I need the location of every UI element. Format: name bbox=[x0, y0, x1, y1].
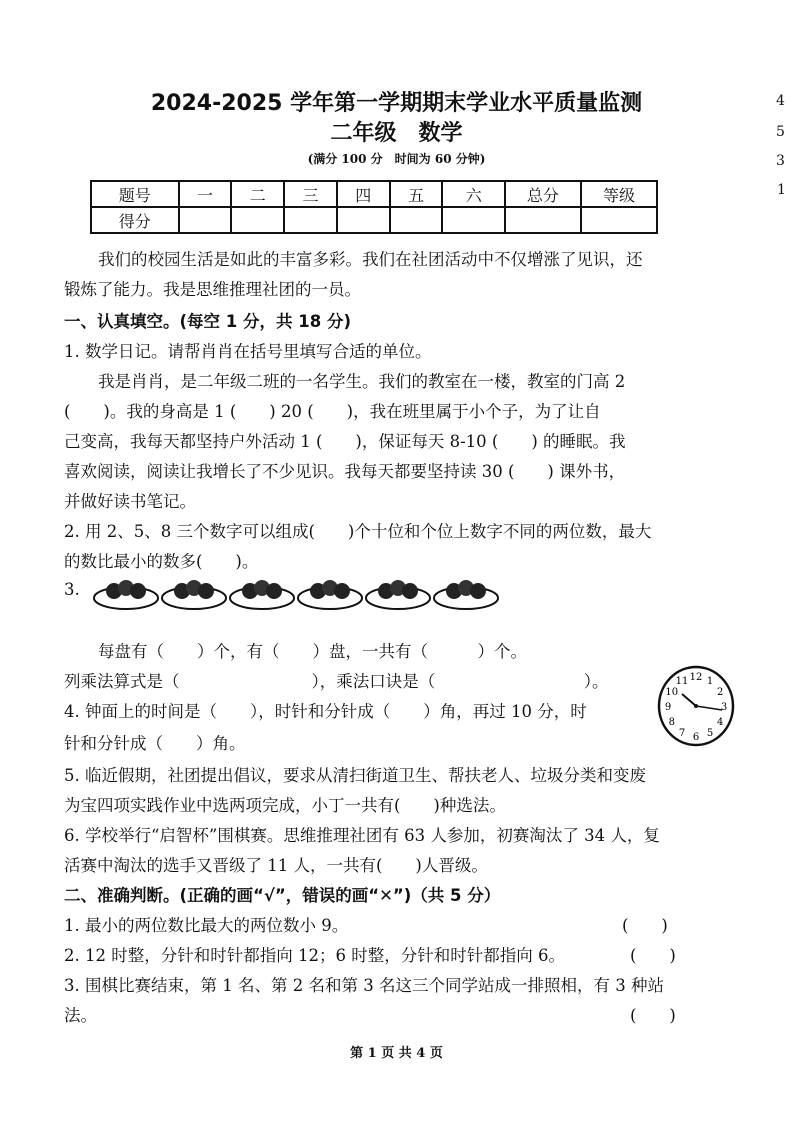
question-line: 6. 学校举行“启智杯”围棋赛。思维推理社团有 63 人参加，初赛淘汰了 34 人，复 bbox=[64, 826, 660, 845]
section-heading: 一、认真填空。(每空 1 分，共 18 分) bbox=[64, 312, 352, 331]
score-cell[interactable] bbox=[179, 207, 232, 233]
answer-blank[interactable]: ( ) bbox=[630, 1006, 676, 1025]
clock-number: 6 bbox=[692, 732, 700, 743]
grade-subject: 二年级 数学 bbox=[330, 121, 463, 146]
table-cell: 三 bbox=[284, 181, 337, 207]
score-table-header-row bbox=[91, 181, 657, 207]
judge-item: 1. 最小的两位数比最大的两位数小 9。 bbox=[64, 916, 349, 935]
score-cell[interactable] bbox=[337, 207, 390, 233]
judge-item: 3. 围棋比赛结束，第 1 名、第 2 名和第 3 名这三个同学站成一排照相，有 3 种站 bbox=[64, 976, 664, 995]
question-line: 我是肖肖，是二年级二班的一名学生。我们的教室在一楼，教室的门高 2 bbox=[98, 372, 626, 391]
question-line: ( )。我的身高是 1 ( ) 20 ( )，我在班里属于小个子，为了让自 bbox=[64, 402, 601, 421]
clock-number: 9 bbox=[664, 702, 672, 713]
score-cell[interactable] bbox=[284, 207, 337, 233]
question-line: 为宝四项实践作业中选两项完成，小丁一共有( )种选法。 bbox=[64, 796, 506, 815]
intro-line: 我们的校园生活是如此的丰富多彩。我们在社团活动中不仅增涨了见识，还 bbox=[98, 250, 643, 269]
fruit-plate-icon bbox=[366, 580, 430, 609]
clock-number: 1 bbox=[706, 676, 714, 687]
question-line: 4. 钟面上的时间是（ ），时针和分针成（ ）角，再过 10 分，时 bbox=[64, 702, 587, 721]
table-cell: 一 bbox=[179, 181, 232, 207]
judge-item: 法。 bbox=[64, 1006, 97, 1025]
clock-number: 12 bbox=[689, 672, 703, 683]
table-cell: 题号 bbox=[91, 181, 179, 207]
question-line: 活赛中淘汰的选手又晋级了 11 人，一共有( )人晋级。 bbox=[64, 856, 488, 875]
fruit-plate-icon bbox=[230, 580, 294, 609]
score-cell[interactable] bbox=[442, 207, 504, 233]
intro-line: 锻炼了能力。我是思维推理社团的一员。 bbox=[64, 280, 361, 299]
clock-number: 8 bbox=[668, 717, 675, 728]
score-cell[interactable] bbox=[505, 207, 581, 233]
table-cell: 得分 bbox=[91, 207, 179, 233]
clock-number: 7 bbox=[678, 728, 686, 739]
question-line: 己变高，我每天都坚持户外活动 1 ( )，保证每天 8-10 ( ) 的睡眠。我 bbox=[64, 432, 626, 451]
question-line: 并做好读书笔记。 bbox=[64, 492, 196, 511]
exam-title: 2024-2025 学年第一学期期末学业水平质量监测 bbox=[150, 91, 643, 116]
question-number: 3. bbox=[64, 580, 80, 599]
question-line: 列乘法算式是（ ），乘法口诀是（ ）。 bbox=[64, 672, 609, 691]
clock-number: 11 bbox=[675, 676, 689, 687]
fruit-plate-icon bbox=[434, 580, 498, 609]
question-line: 每盘有（ ）个，有（ ）盘，一共有（ ）个。 bbox=[98, 642, 527, 661]
page-footer: 第 1 页 共 4 页 bbox=[350, 1046, 443, 1061]
margin-char: 3 bbox=[776, 153, 785, 169]
table-cell: 等级 bbox=[581, 181, 657, 207]
margin-char: 5 bbox=[776, 124, 785, 140]
score-table-score-row bbox=[91, 207, 657, 233]
clock-number: 5 bbox=[706, 728, 714, 739]
table-cell: 四 bbox=[337, 181, 390, 207]
fruit-plate-icon bbox=[162, 580, 226, 609]
clock-number: 3 bbox=[720, 702, 728, 713]
question-line: 5. 临近假期，社团提出倡议，要求从清扫街道卫生、帮扶老人、垃圾分类和变废 bbox=[64, 766, 646, 785]
judge-item: 2. 12 时整，分针和时针都指向 12；6 时整，分针和时针都指向 6。 bbox=[64, 946, 565, 965]
question-title: 1. 数学日记。请帮肖肖在括号里填写合适的单位。 bbox=[64, 342, 432, 361]
margin-char: 1 bbox=[777, 182, 786, 198]
question-line: 针和分针成（ ）角。 bbox=[64, 734, 246, 753]
fruit-plates-illustration bbox=[92, 566, 502, 614]
table-cell: 总分 bbox=[505, 181, 581, 207]
fruit-plate-icon bbox=[298, 580, 362, 609]
margin-char: 4 bbox=[776, 93, 785, 109]
score-cell[interactable] bbox=[231, 207, 284, 233]
table-cell: 六 bbox=[442, 181, 504, 207]
answer-blank[interactable]: ( ) bbox=[622, 916, 668, 935]
fruit-plate-icon bbox=[94, 580, 158, 609]
answer-blank[interactable]: ( ) bbox=[630, 946, 676, 965]
exam-note: (满分 100 分 时间为 60 分钟) bbox=[307, 152, 486, 166]
score-table bbox=[90, 180, 658, 234]
score-cell[interactable] bbox=[581, 207, 657, 233]
question-line: 喜欢阅读，阅读让我增长了不少见识。我每天都要坚持读 30 ( ) 课外书， bbox=[64, 462, 626, 481]
section-heading: 二、准确判断。(正确的画“√”，错误的画“✕”)（共 5 分） bbox=[64, 886, 501, 905]
score-cell[interactable] bbox=[390, 207, 443, 233]
table-cell: 二 bbox=[231, 181, 284, 207]
clock-number: 10 bbox=[665, 687, 679, 698]
question-line: 的数比最小的数多( )。 bbox=[64, 552, 259, 571]
table-cell: 五 bbox=[390, 181, 443, 207]
clock-face bbox=[656, 664, 736, 748]
clock-number: 2 bbox=[717, 687, 724, 698]
clock-number: 4 bbox=[717, 717, 724, 728]
question-line: 2. 用 2、5、8 三个数字可以组成( )个十位和个位上数字不同的两位数，最大 bbox=[64, 522, 652, 541]
